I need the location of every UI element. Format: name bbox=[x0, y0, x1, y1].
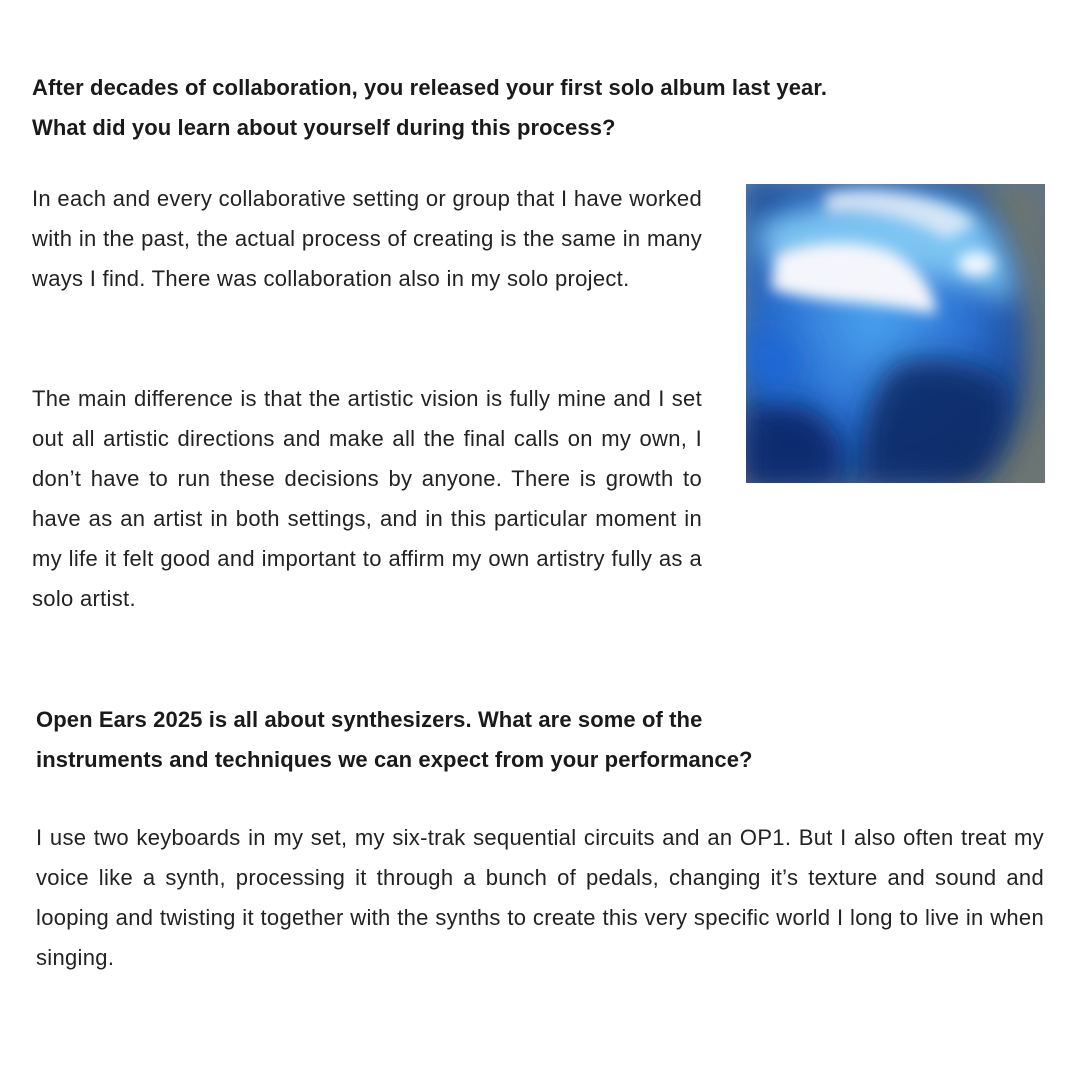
answer-paragraph-2: The main difference is that the artistic vision is fully mine and I set out all artistic directions and make all the final calls on my own, I don’t have to run these decisions by anyone. There is growth to have as an artist in both settings, and in this particular moment in my life it felt good and important to affirm my own artistry fully as a solo artist. bbox=[32, 386, 702, 611]
question-heading-2: Open Ears 2025 is all about synthesizers. What are some of the instruments and techniques we can expect from your performance? bbox=[36, 707, 753, 772]
answer-paragraph-1: In each and every collaborative setting or group that I have worked with in the past, the actual process of creating is the same in many ways I find. There was collaboration also in my solo project. bbox=[32, 186, 702, 291]
answer-paragraph-3: I use two keyboards in my set, my six-trak sequential circuits and an OP1. But I also often treat my voice like a synth, processing it through a bunch of pedals, changing it’s texture and sound and looping and twisting it together with the synths to create this very specific world I long to live in when singing. bbox=[36, 825, 1044, 970]
blurred-blue-portrait-photo-icon bbox=[746, 184, 1045, 483]
question-heading-1: After decades of collaboration, you released your first solo album last year. What did you learn about yourself during this process? bbox=[32, 75, 828, 140]
portrait-photo bbox=[746, 184, 1045, 483]
